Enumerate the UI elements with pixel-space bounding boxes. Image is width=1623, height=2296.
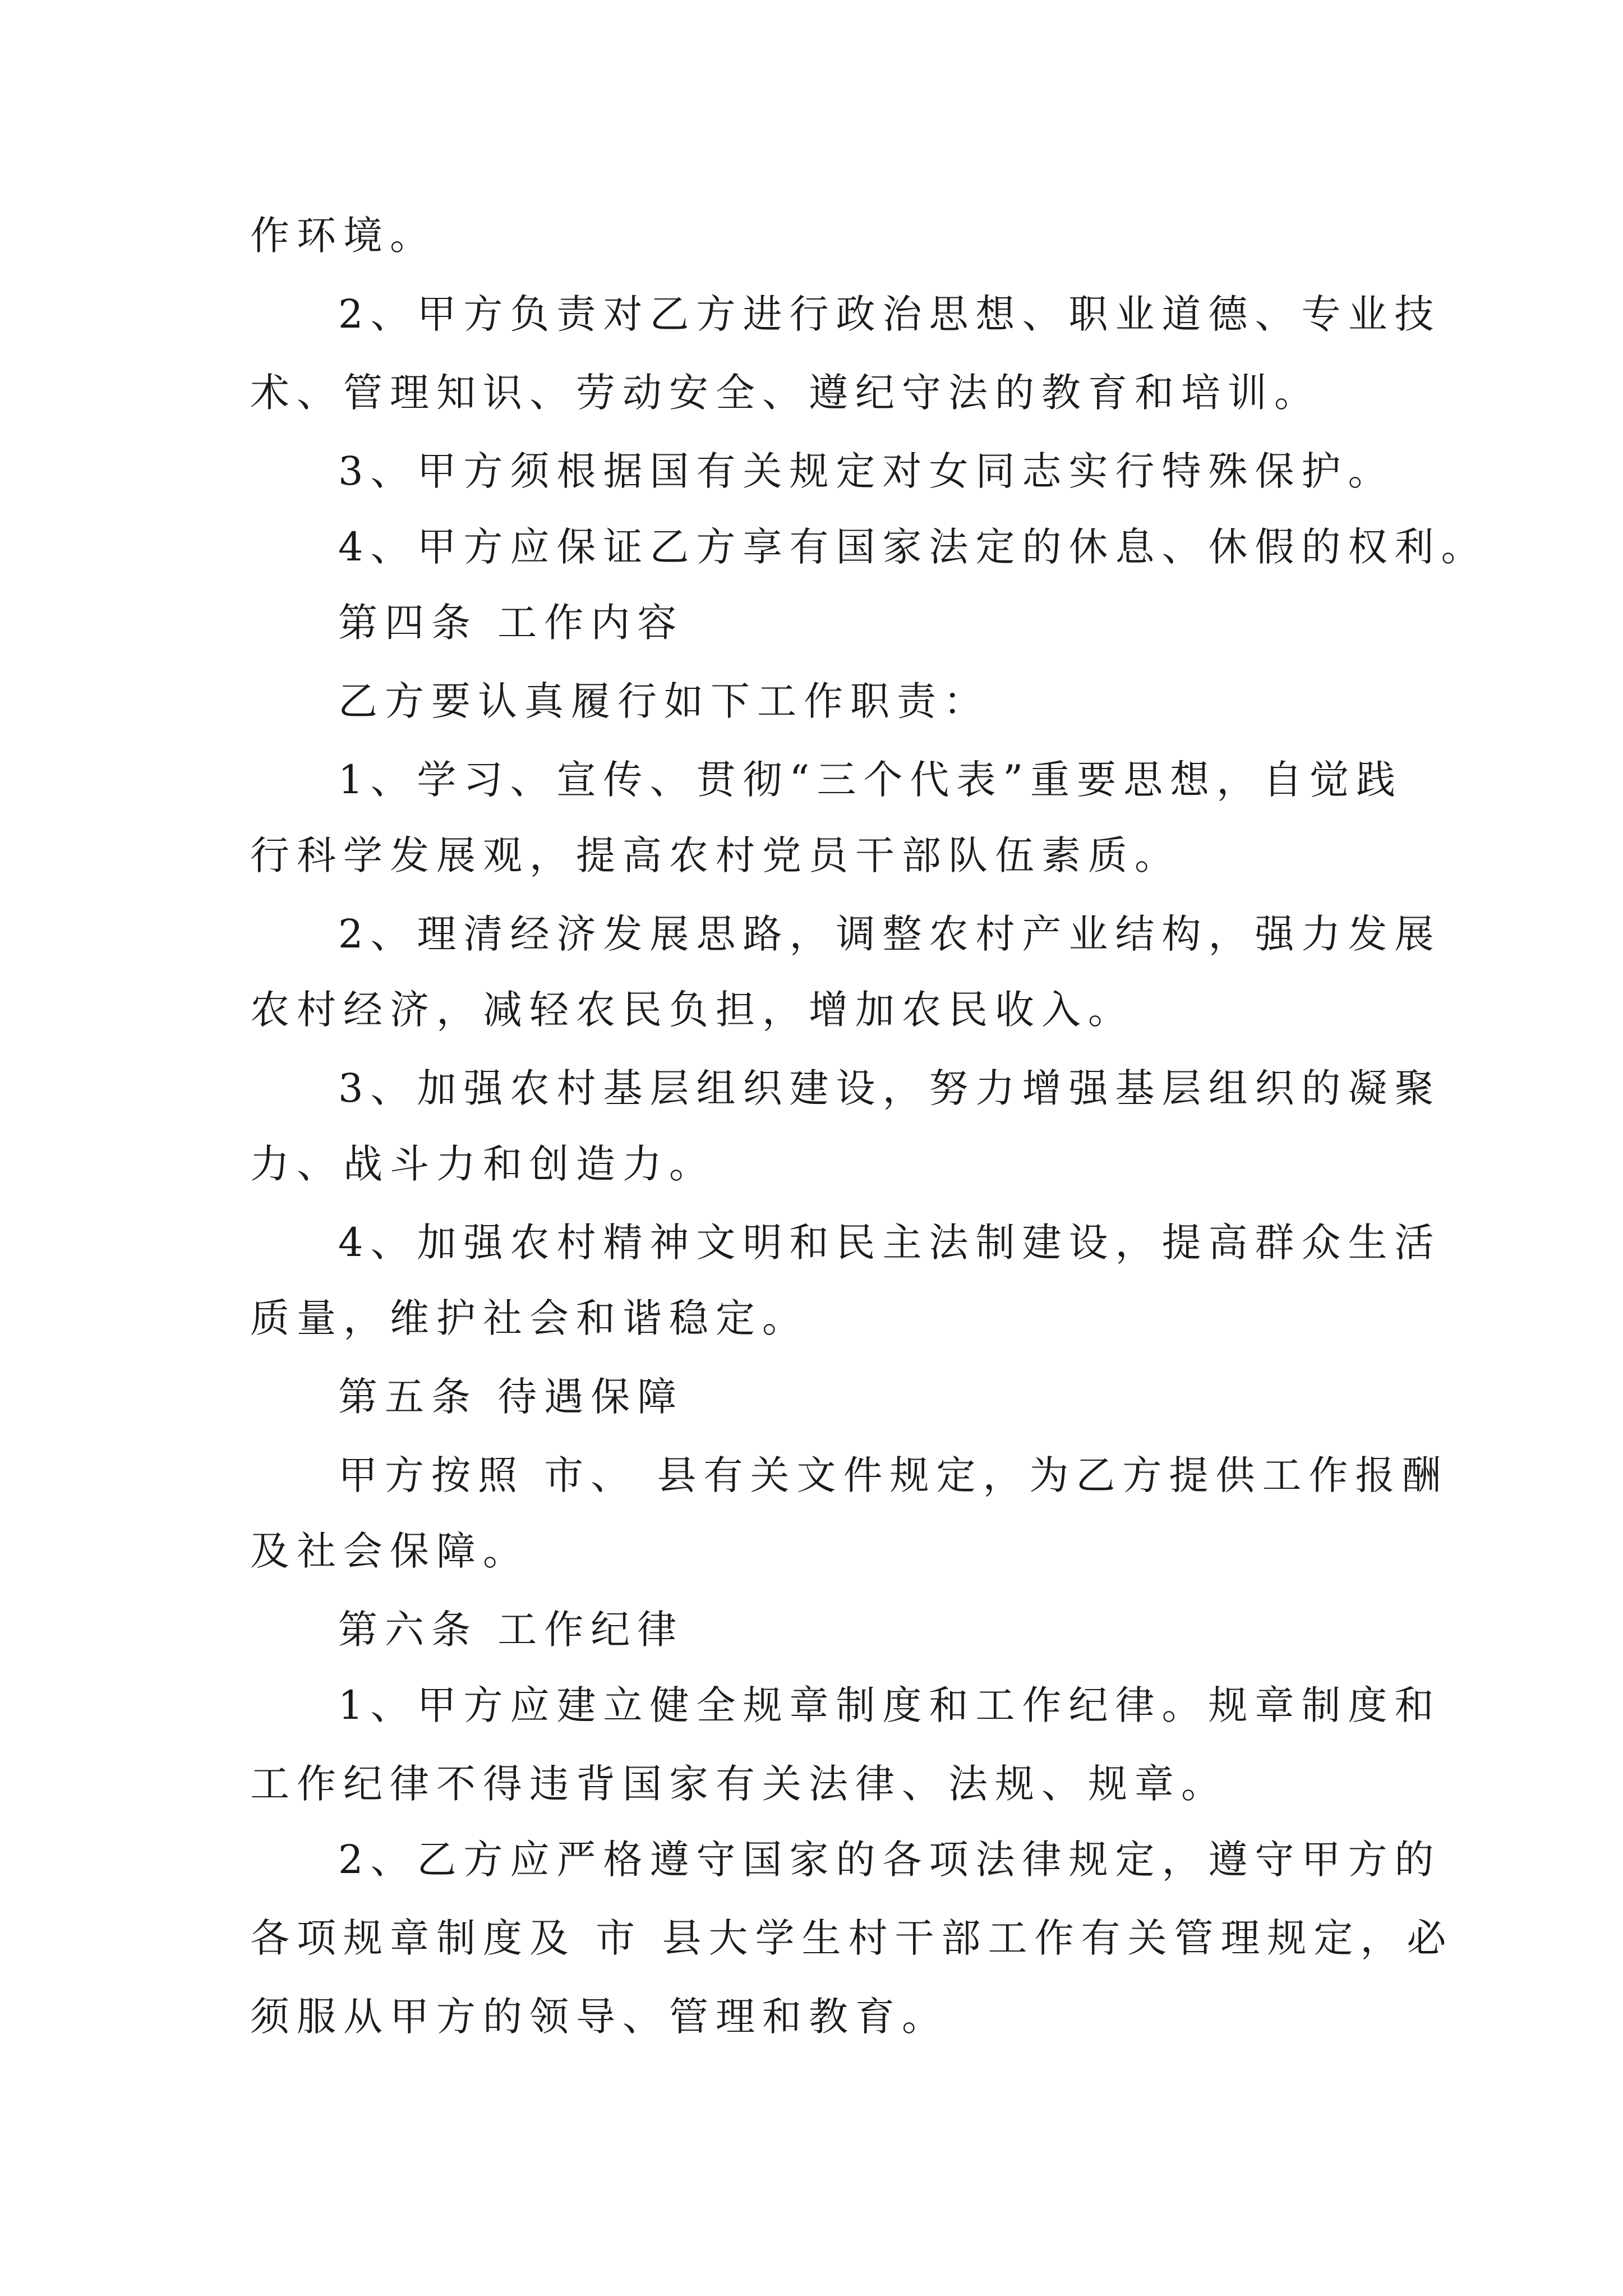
text-line: 2、理清经济发展思路，调整农村产业结构，强力发展 — [338, 911, 1441, 957]
text-line: 甲方按照 市、 县有关文件规定，为乙方提供工作报酬 — [338, 1452, 1449, 1498]
text-line: 3、加强农村基层组织建设，努力增强基层组织的凝聚 — [338, 1065, 1441, 1111]
text-line: 质量，维护社会和谐稳定。 — [250, 1295, 809, 1341]
text-line: 乙方要认真履行如下工作职责： — [338, 678, 990, 724]
text-line: 行科学发展观，提高农村党员干部队伍素质。 — [250, 832, 1181, 878]
section-heading: 第四条 工作内容 — [338, 600, 684, 646]
text-line: 2、乙方应严格遵守国家的各项法律规定，遵守甲方的 — [338, 1837, 1441, 1883]
text-line: 及社会保障。 — [250, 1528, 529, 1574]
text-line: 2、甲方负责对乙方进行政治思想、职业道德、专业技 — [338, 291, 1441, 337]
text-line: 术、管理知识、劳动安全、遵纪守法的教育和培训。 — [250, 370, 1321, 416]
text-line: 4、甲方应保证乙方享有国家法定的休息、休假的权利。 — [338, 524, 1488, 570]
text-line: 须服从甲方的领导、管理和教育。 — [250, 1994, 948, 2040]
section-heading: 第五条 待遇保障 — [338, 1374, 684, 1420]
text-line: 农村经济，减轻农民负担，增加农民收入。 — [250, 987, 1135, 1033]
text-line: 1、学习、宣传、贯彻“三个代表”重要思想，自觉践 — [338, 757, 1403, 803]
text-line: 4、加强农村精神文明和民主法制建设，提高群众生活 — [338, 1220, 1441, 1266]
text-line: 工作纪律不得违背国家有关法律、法规、规章。 — [250, 1761, 1228, 1807]
text-line: 3、甲方须根据国有关规定对女同志实行特殊保护。 — [338, 448, 1395, 494]
section-heading: 第六条 工作纪律 — [338, 1607, 684, 1653]
text-line: 1、甲方应建立健全规章制度和工作纪律。规章制度和 — [338, 1682, 1441, 1728]
text-line: 各项规章制度及 市 县大学生村干部工作有关管理规定，必 — [250, 1915, 1454, 1961]
text-line: 力、战斗力和创造力。 — [250, 1141, 716, 1187]
text-line: 作环境。 — [250, 213, 436, 259]
